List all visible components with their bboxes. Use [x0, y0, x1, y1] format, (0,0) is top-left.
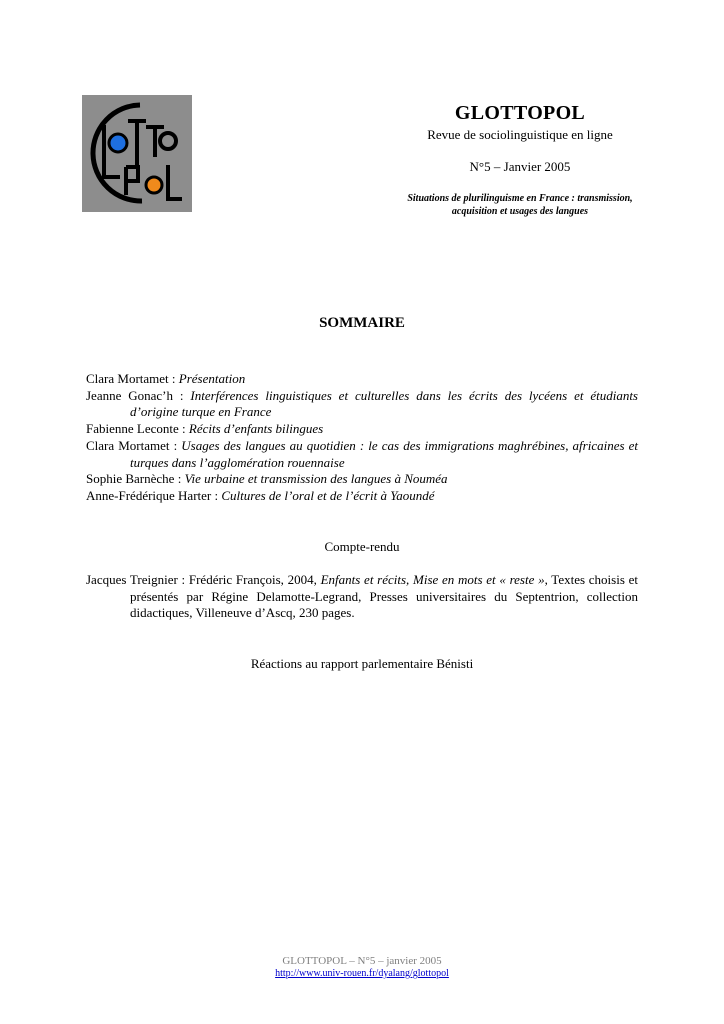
- review-pre: Frédéric François, 2004,: [188, 572, 321, 587]
- journal-subtitle: Revue de sociolinguistique en ligne: [427, 127, 613, 142]
- review-entry[interactable]: [86, 572, 638, 622]
- section-title-sommaire: SOMMAIRE: [319, 315, 405, 331]
- toc-entry[interactable]: [86, 421, 638, 438]
- toc-article-title: Usages des langues au quotidien : le cas des immigrations maghrébines, africaines et turques dans l’agglomération rouennaise: [130, 437, 638, 470]
- toc-author: Anne-Frédérique Harter :: [86, 487, 222, 503]
- toc-entry[interactable]: [86, 488, 638, 505]
- toc-author: Clara Mortamet :: [86, 437, 182, 453]
- journal-title: GLOTTOPOL: [454, 102, 586, 124]
- toc-author: Fabienne Leconte :: [86, 421, 189, 437]
- issue-number: N°5 – Janvier 2005: [469, 159, 571, 174]
- toc-author: Sophie Barnèche :: [86, 471, 185, 487]
- table-of-contents: [86, 371, 638, 505]
- toc-author: Jeanne Gonac’h :: [86, 387, 191, 403]
- toc-entry[interactable]: [86, 388, 638, 421]
- toc-article-title: Vie urbaine et transmission des langues à Nouméa: [184, 471, 448, 487]
- footer-text: GLOTTOPOL – N°5 – janvier 2005: [282, 955, 442, 967]
- footer-url-link[interactable]: http://www.univ-rouen.fr/dyalang/glottopol: [275, 968, 449, 979]
- toc-article-title: Présentation: [178, 371, 246, 386]
- toc-article-title: Interférences linguistiques et culturelles dans les écrits des lycéens et étudiants d’origine turque en France: [130, 387, 638, 420]
- toc-article-title: Cultures de l’oral et de l’écrit à Yaoundé: [221, 487, 435, 503]
- journal-logo: [82, 95, 192, 212]
- issue-theme-line: acquisition et usages des langues: [451, 206, 589, 217]
- footer-link-container: [0, 968, 724, 979]
- review-post: , Textes choisis et présentés par Régine Delamotte-Legrand, Presses universitaires du Septentrion, collection didactiques, Villeneuve d’Ascq, 230 pages.: [130, 572, 638, 621]
- review-section: [86, 572, 638, 622]
- section-reactions[interactable]: Réactions au rapport parlementaire Bénisti: [250, 656, 474, 671]
- glottopol-logo-icon: [82, 95, 192, 212]
- toc-author: Clara Mortamet :: [86, 371, 179, 386]
- review-author: Jacques Treignier :: [86, 572, 189, 587]
- review-book-title: Enfants et récits, Mise en mots et « reste »: [320, 572, 545, 587]
- issue-theme: [360, 192, 680, 218]
- toc-article-title: Récits d’enfants bilingues: [188, 421, 324, 437]
- toc-entry[interactable]: [86, 371, 638, 388]
- toc-entry[interactable]: [86, 471, 638, 488]
- section-title-compte-rendu: Compte-rendu: [324, 539, 400, 554]
- issue-theme-line: Situations de plurilinguisme en France : transmission,: [407, 193, 633, 204]
- toc-entry[interactable]: [86, 438, 638, 471]
